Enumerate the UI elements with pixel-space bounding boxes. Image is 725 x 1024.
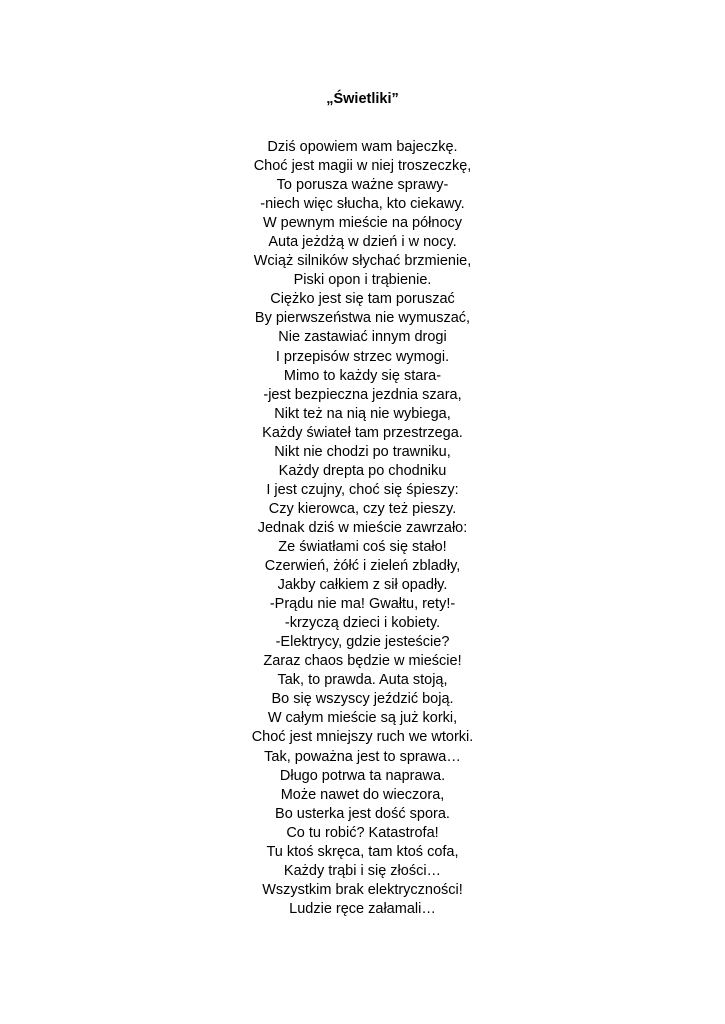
poem-line: Jednak dziś w mieście zawrzało: [257,519,468,536]
poem-line: -Elektrycy, gdzie jesteście? [275,634,450,651]
poem-line: Choć jest magii w niej troszeczkę, [253,158,472,175]
poem-body [0,138,725,919]
poem-line: Długo potrwa ta naprawa. [279,767,446,784]
poem-line: Czerwień, żółć i zieleń zbladły, [264,558,461,575]
poem-line: Każdy drepta po chodniku [278,462,447,479]
poem-line: Wciąż silników słychać brzmienie, [253,253,472,270]
poem-line: Ze światłami coś się stało! [278,538,447,555]
poem-line: W całym mieście są już korki, [267,710,458,727]
poem-line: Piski opon i trąbienie. [293,272,432,289]
poem-line: Mimo to każdy się stara- [283,367,442,384]
poem-line: Tak, poważna jest to sprawa… [264,748,461,765]
poem-line: I przepisów strzec wymogi. [275,348,450,365]
poem-line: Wszystkim brak elektryczności! [262,881,463,898]
poem-line: Czy kierowca, czy też pieszy. [268,500,457,517]
poem-line: -Prądu nie ma! Gwałtu, rety!- [269,596,456,613]
poem-title: „Świetliki” [326,91,399,107]
poem-line: Dziś opowiem wam bajeczkę. [267,139,458,155]
poem-line: Ciężko jest się tam poruszać [270,291,455,308]
poem-line: Nikt też na nią nie wybiega, [274,405,451,422]
poem-line: I jest czujny, choć się śpieszy: [266,481,459,498]
poem-line: Choć jest mniejszy ruch we wtorki. [251,729,474,746]
poem-line: Nie zastawiać innym drogi [278,329,447,346]
poem-line: Każdy trąbi i się złości… [283,862,442,879]
poem-line: W pewnym mieście na północy [262,215,463,232]
poem-line: Bo się wszyscy jeździć boją. [271,691,454,708]
poem-line: To porusza ważne sprawy- [276,177,449,194]
poem-line: Tu ktoś skręca, tam ktoś cofa, [266,843,459,860]
poem-line: Nikt nie chodzi po trawniku, [274,443,451,460]
poem-line: Zaraz chaos będzie w mieście! [263,653,462,670]
poem-line: -krzyczą dzieci i kobiety. [284,615,441,632]
poem-line: Każdy świateł tam przestrzega. [262,424,463,441]
poem-line: Auta jeżdżą w dzień i w nocy. [268,234,457,251]
poem-line: By pierwszeństwa nie wymuszać, [254,310,471,327]
poem-line: Tak, to prawda. Auta stoją, [277,672,448,689]
poem-line: Bo usterka jest dość spora. [275,805,450,822]
poem-line: -niech więc słucha, kto ciekawy. [260,196,465,213]
poem-line: Jakby całkiem z sił opadły. [277,577,448,594]
poem-line: Może nawet do wieczora, [280,786,445,803]
poem-line: Co tu robić? Katastrofa! [286,824,439,841]
poem-line: Ludzie ręce załamali… [289,900,436,917]
poem-line: -jest bezpieczna jezdnia szara, [263,386,462,403]
